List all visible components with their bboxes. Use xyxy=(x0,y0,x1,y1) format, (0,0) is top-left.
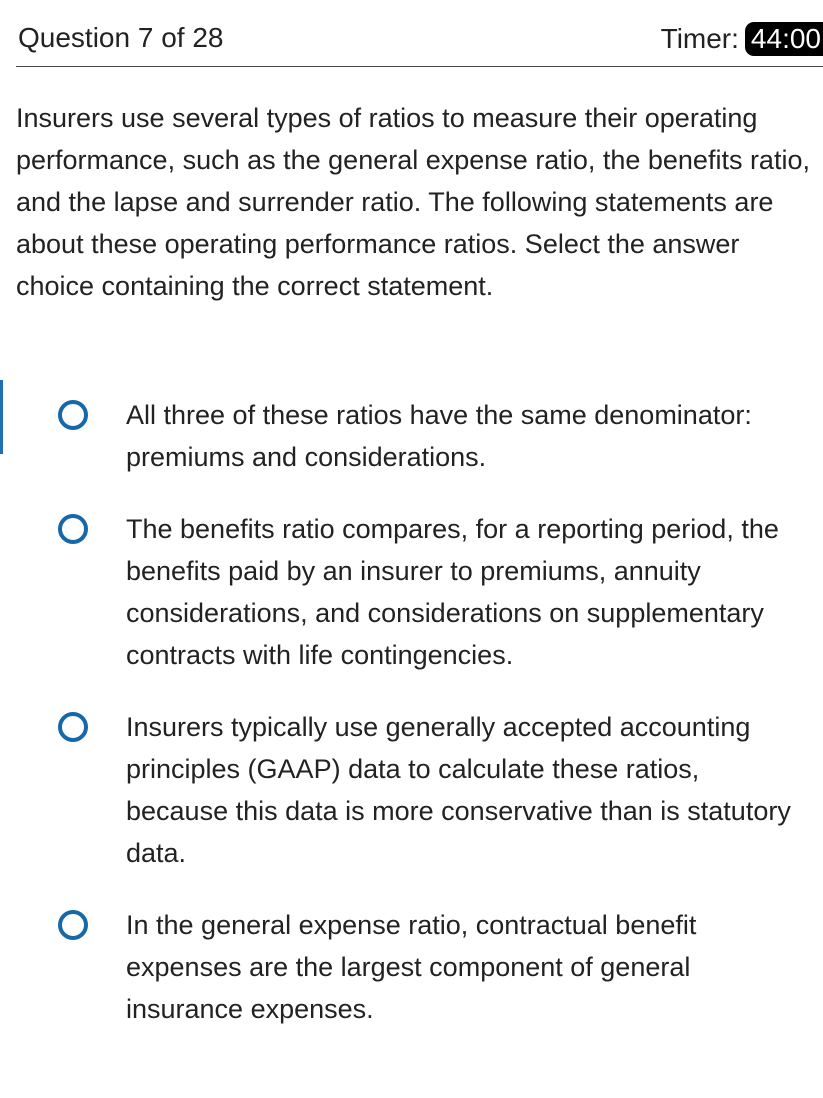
timer-label: Timer: xyxy=(660,23,739,54)
timer-value: 44:00 xyxy=(745,22,823,56)
question-counter: Question 7 of 28 xyxy=(18,22,224,53)
answer-option-3[interactable] xyxy=(56,706,816,874)
radio-button-icon[interactable] xyxy=(58,712,88,742)
focus-accent-bar xyxy=(0,380,3,454)
radio-button-icon[interactable] xyxy=(58,910,88,940)
answer-option-label: The benefits ratio compares, for a reporting period, the benefits paid by an insurer to premiums, annuity considerations, and considerations on supplementary contracts with life contingencies. xyxy=(126,514,779,670)
radio-button-icon[interactable] xyxy=(58,400,88,430)
answer-option-4[interactable] xyxy=(56,904,816,1030)
answer-option-label: Insurers typically use generally accepted accounting principles (GAAP) data to calculate these ratios, because this data is more conservative than is statutory data. xyxy=(126,712,791,868)
quiz-header xyxy=(16,16,823,67)
question-text: Insurers use several types of ratios to measure their operating performance, such as the general expense ratio, the benefits ratio, and the lapse and surrender ratio. The following statements are about these operating performance ratios. Select the answer choice containing the correct statement. xyxy=(16,103,810,301)
answer-option-2[interactable] xyxy=(56,508,816,676)
timer xyxy=(661,22,823,56)
radio-button-icon[interactable] xyxy=(58,514,88,544)
answer-option-label: In the general expense ratio, contractual benefit expenses are the largest component of general insurance expenses. xyxy=(126,910,697,1024)
answer-option-label: All three of these ratios have the same denominator: premiums and considerations. xyxy=(126,400,752,472)
answer-option-1[interactable] xyxy=(56,394,816,478)
answer-options xyxy=(56,394,816,1060)
